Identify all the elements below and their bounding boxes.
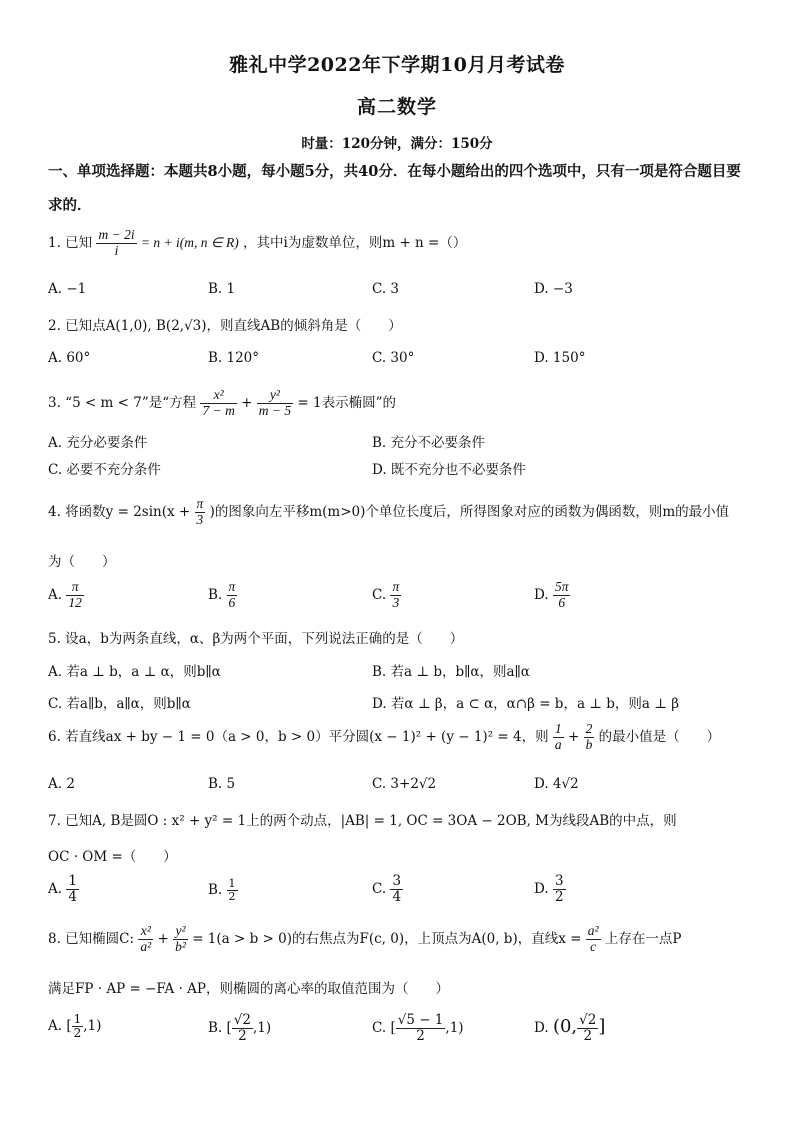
- q4-c-frac: [390, 580, 401, 611]
- q6-suffix: 的最小值是（ ）: [598, 728, 721, 745]
- q1-equation: = n + i(m, n ∈ R): [140, 234, 239, 250]
- q1-prefix: 1. 已知: [48, 234, 93, 251]
- q4-b-num: π: [228, 579, 236, 594]
- q1-suffix: ，其中i为虚数单位，则m + n =（）: [243, 234, 467, 251]
- q6-f1-den: a: [554, 736, 562, 752]
- q7-option-a: [48, 874, 79, 905]
- q7-b-label: B.: [208, 882, 223, 899]
- q4-d-label: D.: [534, 586, 549, 603]
- q8-b-frac: [232, 1013, 253, 1044]
- q3-option-b: B. 充分不必要条件: [372, 435, 486, 451]
- q8-c-frac: [396, 1013, 446, 1044]
- q6-fraction-2: [584, 722, 595, 753]
- q4-frac-den: 3: [196, 511, 204, 527]
- q8-f3-num: a²: [587, 923, 599, 938]
- q8-f1-den: a²: [140, 938, 152, 954]
- q4-b-den: 6: [228, 594, 236, 610]
- q6-option-a: A. 2: [48, 776, 75, 792]
- q7-b-num: 1: [228, 877, 236, 890]
- q4-option-c: [372, 580, 401, 611]
- q8-prefix: 8. 已知椭圆C:: [48, 930, 135, 947]
- q6-prefix: 6. 若直线ax + by − 1 = 0（a > 0，b > 0）平分圆(x − 1)² + (y − 1)² = 4，则: [48, 728, 549, 745]
- q5-option-b: B. 若a ⊥ b，b∥α，则a∥α: [372, 664, 530, 680]
- q8-b-den: 2: [238, 1027, 247, 1044]
- q4-a-label: A.: [48, 586, 63, 603]
- q7-b-den: 2: [228, 890, 236, 904]
- q7-c-frac: [390, 874, 403, 905]
- q4-a-frac: [66, 580, 84, 611]
- q8-c-open: [: [390, 1019, 396, 1036]
- q4-option-b: [208, 580, 237, 611]
- q6-option-c: C. 3+2√2: [372, 776, 437, 792]
- q7-a-frac: [66, 874, 79, 905]
- exam-subtitle: 高二数学: [356, 96, 437, 118]
- q8-f1-num: x²: [138, 924, 153, 940]
- q4-a-den: 12: [68, 594, 82, 610]
- q6-f2-num: 2: [585, 721, 593, 736]
- q8-a-den: 2: [73, 1026, 82, 1041]
- q6-f1-num: 1: [554, 721, 562, 736]
- q8-a-num: 1: [73, 1012, 82, 1026]
- q7-c-den: 4: [392, 888, 402, 905]
- q7-a-den: 4: [68, 888, 77, 905]
- q3-fraction-2: [257, 388, 293, 419]
- question-3: [48, 388, 396, 419]
- q3-f1-num: x²: [200, 388, 236, 404]
- q3-prefix: 3. “5 < m < 7”是“方程: [48, 394, 197, 411]
- q8-plus: +: [157, 930, 169, 947]
- q7-c-num: 3: [392, 873, 402, 889]
- q1-frac-num: m − 2i: [98, 227, 135, 242]
- q8-a-label: A.: [48, 1018, 63, 1035]
- question-5: 5. 设a，b为两条直线，α、β为两个平面，下列说法正确的是（ ）: [48, 631, 464, 647]
- q8-d-open: (0,: [552, 1015, 578, 1037]
- q3-suffix: = 1表示椭圆”的: [297, 394, 396, 411]
- q1-frac-den: i: [114, 242, 119, 258]
- q8-f3-den: c: [590, 938, 597, 954]
- q4-d-den: 6: [558, 594, 566, 610]
- q1-fraction: [96, 228, 136, 259]
- q8-d-num: √2: [579, 1012, 597, 1028]
- q2-option-c: C. 30°: [372, 350, 415, 366]
- q8-a-close: ,1): [83, 1018, 102, 1035]
- q8-option-a: [48, 1013, 101, 1040]
- q3-f1-den: 7 − m: [202, 402, 235, 418]
- q3-f2-num: y²: [257, 388, 293, 404]
- q7-a-label: A.: [48, 880, 63, 897]
- q8-option-b: [208, 1013, 271, 1044]
- q4-d-num: 5π: [554, 579, 569, 594]
- q3-f2-den: m − 5: [258, 402, 292, 418]
- q1-option-c: C. 3: [372, 281, 400, 297]
- q8-f2-den: b²: [175, 938, 186, 954]
- q4-option-a: [48, 580, 84, 611]
- q2-option-d: D. 150°: [534, 350, 586, 366]
- question-2: 2. 已知点A(1,0), B(2,√3)，则直线AB的倾斜角是（ ）: [48, 318, 402, 334]
- q7-line-2: OC · OM =（ ）: [48, 849, 177, 865]
- q1-option-a: A. −1: [48, 281, 87, 297]
- question-6: [48, 722, 720, 753]
- time-info: 时量：120分钟，满分：150分: [301, 136, 493, 152]
- q8-b-close: ,1): [253, 1019, 272, 1036]
- q5-option-c: C. 若a∥b，a∥α，则b∥α: [48, 696, 191, 712]
- q2-option-a: A. 60°: [48, 350, 91, 366]
- q8-d-label: D.: [534, 1019, 549, 1036]
- exam-title: 雅礼中学2022年下学期10月月考试卷: [229, 54, 565, 76]
- q4-b-label: B.: [208, 586, 223, 603]
- q4-b-frac: [227, 580, 238, 611]
- section-heading: 一、单项选择题：本题共8小题，每小题5分，共40分．在每小题给出的四个选项中，只有一项是符合题目要求的．: [48, 163, 741, 214]
- q7-a-num: 1: [68, 873, 77, 889]
- q8-c-den: 2: [416, 1027, 425, 1044]
- q6-f2-den: b: [585, 736, 593, 752]
- q1-option-d: D. −3: [534, 281, 573, 297]
- q8-fraction-1: [138, 924, 153, 955]
- q7-b-frac: [227, 878, 238, 903]
- q8-option-d: [534, 1013, 605, 1044]
- q8-b-num: √2: [233, 1012, 251, 1028]
- q6-option-b: B. 5: [208, 776, 236, 792]
- q8-mid: = 1(a > b > 0)的右焦点为F(c, 0)，上顶点为A(0, b)，直线x =: [192, 930, 582, 947]
- q4-frac-num: π: [196, 496, 204, 511]
- q6-plus: +: [567, 728, 580, 745]
- q8-f2-num: y²: [173, 924, 188, 940]
- q7-option-c: [372, 874, 403, 905]
- q4-c-num: π: [392, 579, 400, 594]
- q8-c-label: C.: [372, 1019, 387, 1036]
- q7-option-b: [208, 878, 238, 903]
- q8-option-c: [372, 1013, 464, 1044]
- q7-d-num: 3: [554, 873, 564, 889]
- q7-d-frac: [553, 874, 566, 905]
- q7-d-den: 2: [554, 888, 564, 905]
- q8-fraction-3: [586, 924, 601, 955]
- q3-option-a: A. 充分必要条件: [48, 435, 148, 451]
- q8-d-close: ]: [598, 1015, 606, 1037]
- q4-d-frac: [553, 580, 571, 611]
- q7-option-d: [534, 874, 566, 905]
- q8-d-den: 2: [583, 1027, 593, 1044]
- q3-plus: +: [241, 394, 253, 411]
- q8-c-num: √5 − 1: [397, 1012, 444, 1028]
- q4-suffix: )的图象向左平移m(m>0)个单位长度后，所得图象对应的函数为偶函数，则m的最小值: [209, 503, 730, 520]
- q3-option-d: D. 既不充分也不必要条件: [372, 462, 526, 478]
- q4-a-num: π: [66, 580, 84, 596]
- question-8: [48, 924, 681, 955]
- q7-c-label: C.: [372, 880, 387, 897]
- q8-suffix: 上存在一点P: [604, 930, 682, 947]
- q4-c-label: C.: [372, 586, 387, 603]
- q8-fraction-2: [173, 924, 188, 955]
- q5-option-d: D. 若α ⊥ β，a ⊂ α，α∩β = b，a ⊥ b，则a ⊥ β: [372, 696, 680, 712]
- q4-fraction: [195, 497, 206, 528]
- q8-a-open: [: [66, 1018, 72, 1035]
- q3-fraction-1: [200, 388, 236, 419]
- q8-c-close: ,1): [445, 1019, 464, 1036]
- q4-option-d: [534, 580, 570, 611]
- q8-line-2: 满足FP · AP = −FA · AP，则椭圆的离心率的取值范围为（ ）: [48, 981, 450, 997]
- q1-option-b: B. 1: [208, 281, 236, 297]
- question-4: [48, 497, 729, 528]
- q6-option-d: D. 4√2: [534, 776, 579, 792]
- q8-d-frac: [577, 1013, 598, 1044]
- q8-b-open: [: [226, 1019, 232, 1036]
- q8-b-label: B.: [208, 1019, 223, 1036]
- q4-prefix: 4. 将函数y = 2sin(x +: [48, 503, 191, 520]
- q6-fraction-1: [553, 722, 564, 753]
- q4-line-2: 为（ ）: [48, 554, 116, 570]
- q3-option-c: C. 必要不充分条件: [48, 462, 161, 478]
- q4-c-den: 3: [392, 594, 400, 610]
- q2-option-b: B. 120°: [208, 350, 260, 366]
- q8-a-frac: [72, 1013, 84, 1040]
- q5-option-a: A. 若a ⊥ b，a ⊥ α，则b∥α: [48, 664, 221, 680]
- question-1: [48, 228, 466, 259]
- question-7: 7. 已知A, B是圆O : x² + y² = 1上的两个动点，|AB| = 1, OC = 3OA − 2OB, M为线段AB的中点，则: [48, 813, 677, 829]
- q7-d-label: D.: [534, 880, 549, 897]
